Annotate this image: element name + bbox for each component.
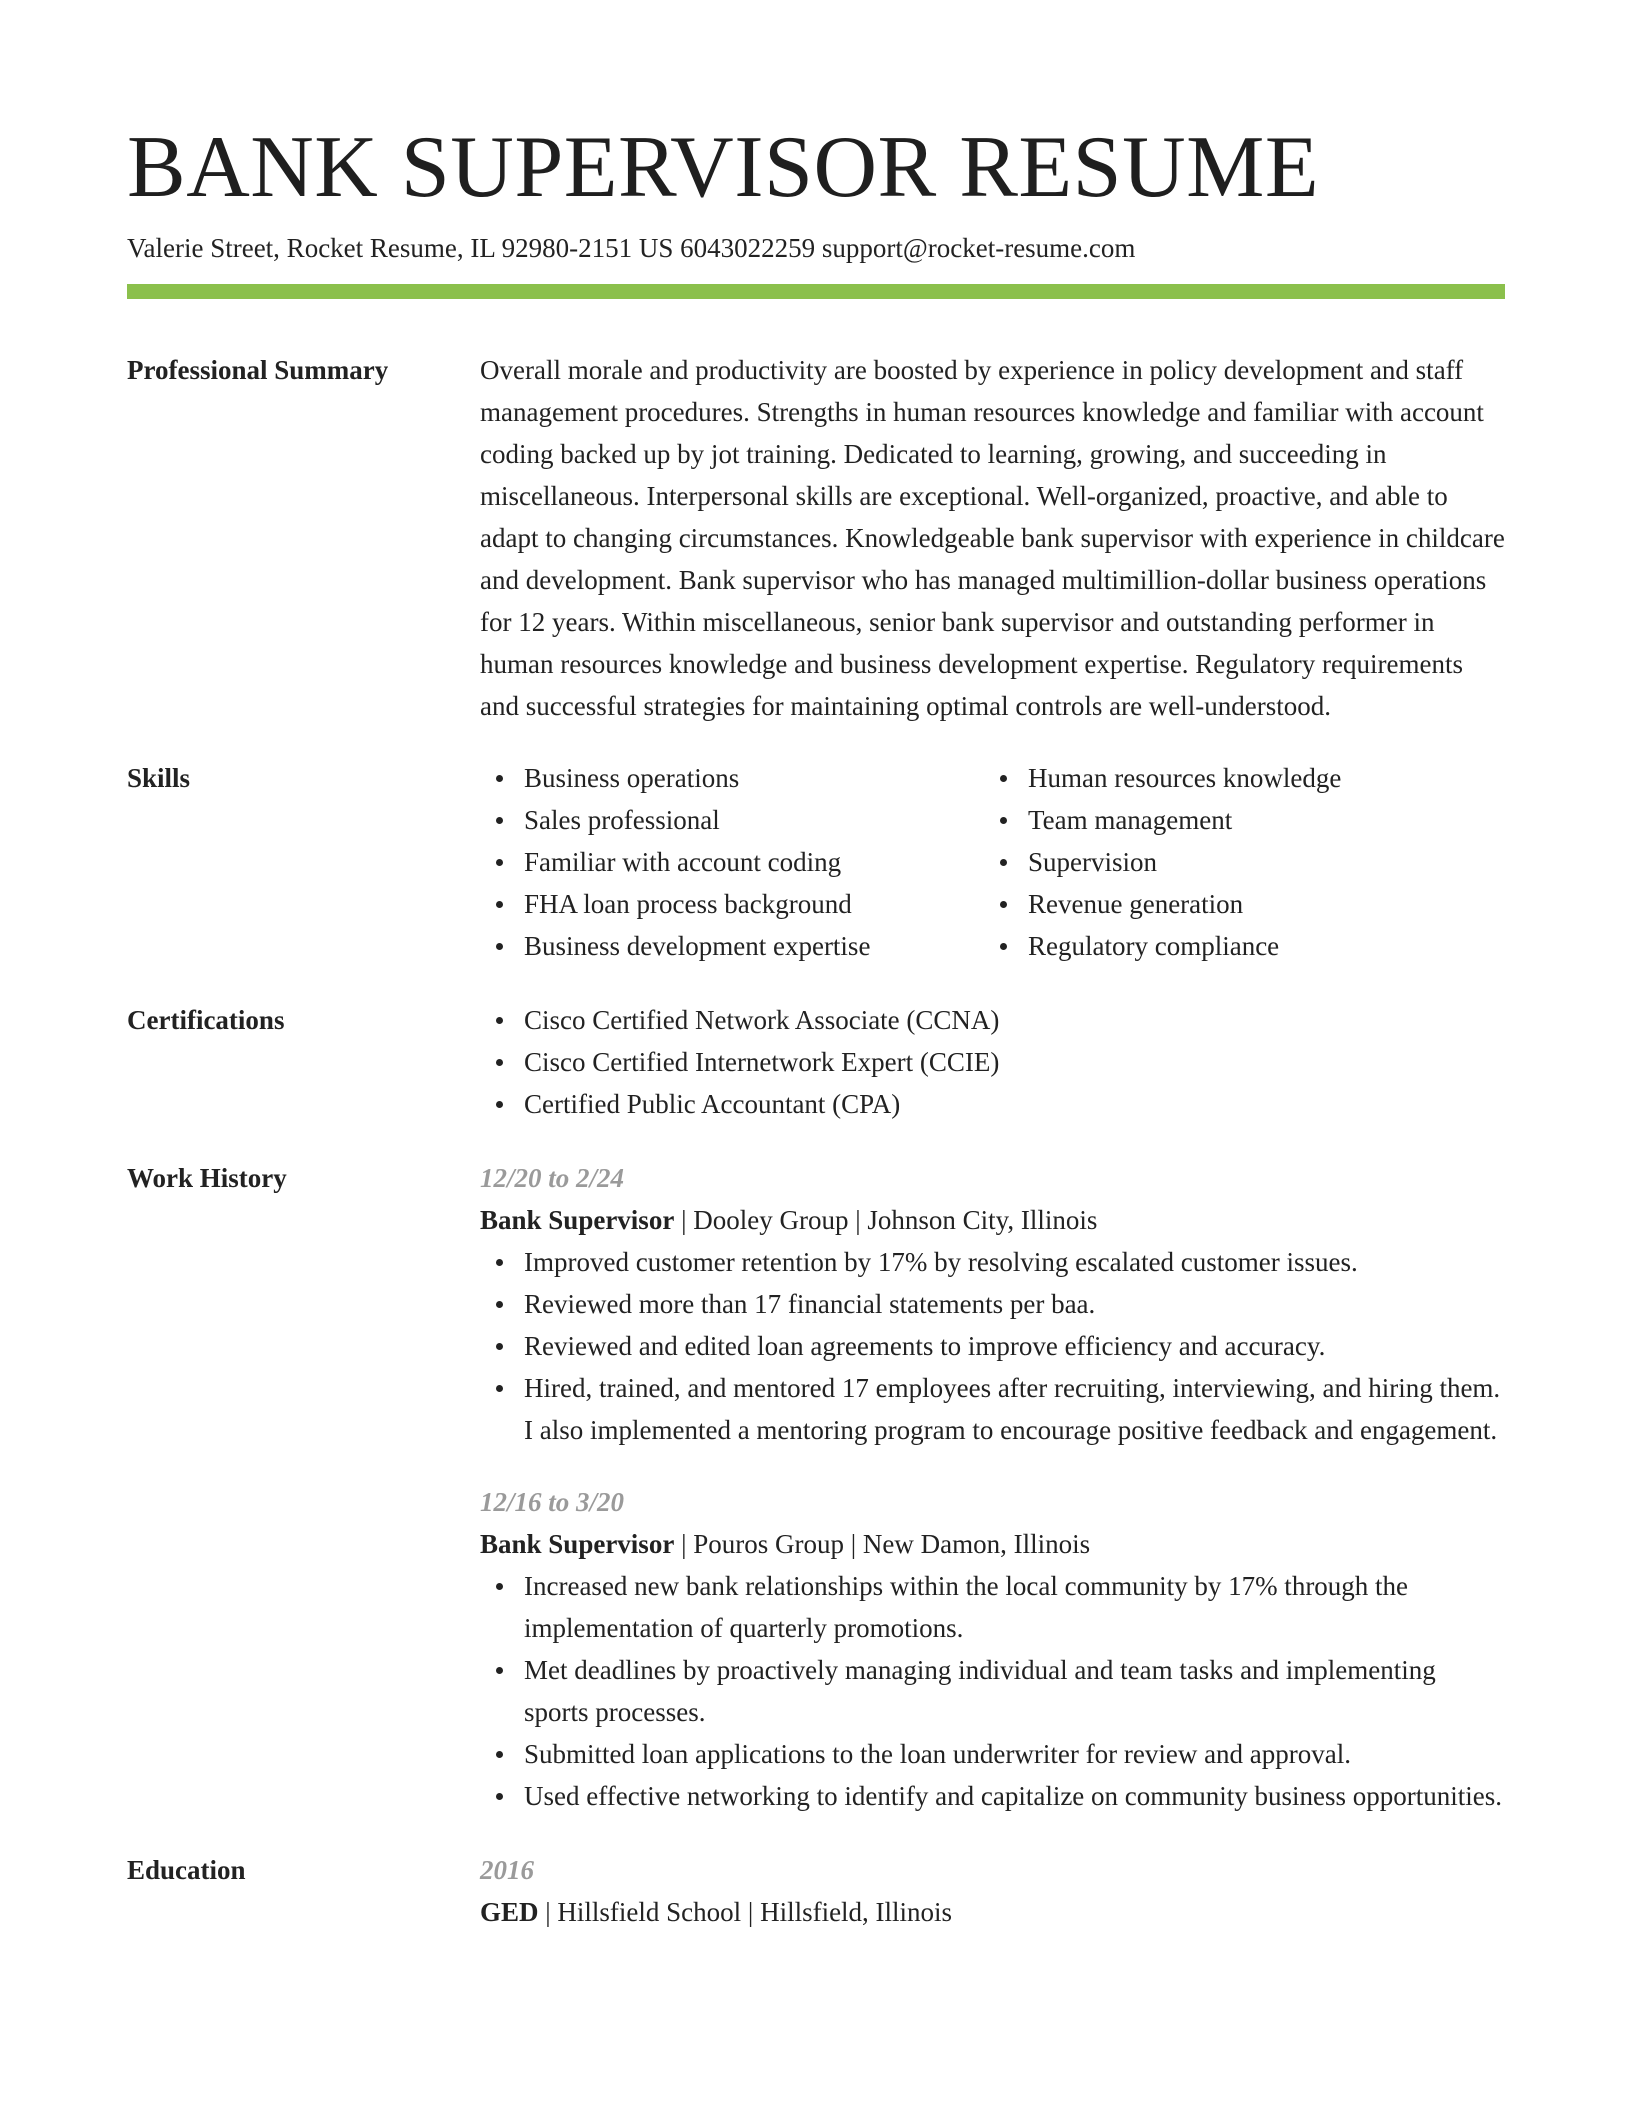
job-dates: 12/20 to 2/24: [480, 1163, 625, 1193]
skills-list-right: [984, 757, 1488, 967]
job-bullet: Hired, trained, and mentored 17 employees after recruiting, interviewing, and hiring them. I also implemented a mentoring program to encourage positive feedback and engagement.: [524, 1367, 1505, 1451]
skill-item: FHA loan process background: [524, 883, 984, 925]
skill-item: Team management: [1028, 799, 1488, 841]
job-dates: 12/16 to 3/20: [480, 1487, 625, 1517]
contact-line: Valerie Street, Rocket Resume, IL 92980-2151 US 6043022259 support@rocket-resume.com: [127, 233, 1136, 263]
work-history-label: Work History: [127, 1163, 287, 1193]
job-bullet: Used effective networking to identify and capitalize on community business opportunities.: [524, 1775, 1505, 1817]
certification-item: Certified Public Accountant (CPA): [524, 1083, 1505, 1125]
work-history-section: [127, 1157, 1505, 1817]
job-details: | Dooley Group | Johnson City, Illinois: [674, 1205, 1098, 1235]
job-details: | Pouros Group | New Damon, Illinois: [674, 1529, 1091, 1559]
skills-label: Skills: [127, 763, 191, 793]
job-bullet: Submitted loan applications to the loan underwriter for review and approval.: [524, 1733, 1505, 1775]
education-details: | Hillsfield School | Hillsfield, Illinois: [538, 1897, 953, 1927]
job-bullet: Met deadlines by proactively managing individual and team tasks and implementing sports processes.: [524, 1649, 1505, 1733]
certification-item: Cisco Certified Internetwork Expert (CCIE): [524, 1041, 1505, 1083]
skill-item: Familiar with account coding: [524, 841, 984, 883]
job-heading: [480, 1523, 1505, 1565]
job-bullet: Reviewed more than 17 financial statements per baa.: [524, 1283, 1505, 1325]
skills-list-left: [480, 757, 984, 967]
job-heading: [480, 1199, 1505, 1241]
education-dates: 2016: [480, 1855, 534, 1885]
job-bullets: [480, 1241, 1505, 1451]
skill-item: Business development expertise: [524, 925, 984, 967]
certifications-section: [127, 999, 1505, 1125]
skill-item: Supervision: [1028, 841, 1488, 883]
skill-item: Regulatory compliance: [1028, 925, 1488, 967]
skill-item: Sales professional: [524, 799, 984, 841]
job-title: Bank Supervisor: [480, 1205, 675, 1235]
education-label: Education: [127, 1855, 246, 1885]
summary-section: [127, 349, 1505, 727]
education-section: [127, 1849, 1505, 1933]
job-entry: [480, 1481, 1505, 1817]
job-bullet: Improved customer retention by 17% by resolving escalated customer issues.: [524, 1241, 1505, 1283]
certifications-label: Certifications: [127, 1005, 285, 1035]
job-bullet: Reviewed and edited loan agreements to improve efficiency and accuracy.: [524, 1325, 1505, 1367]
skill-item: Business operations: [524, 757, 984, 799]
resume-page: [127, 118, 1505, 1933]
job-bullet: Increased new bank relationships within the local community by 17% through the implementation of quarterly promotions.: [524, 1565, 1505, 1649]
education-heading: [480, 1891, 1505, 1933]
skill-item: Revenue generation: [1028, 883, 1488, 925]
resume-title: BANK SUPERVISOR RESUME: [127, 119, 1320, 216]
job-title: Bank Supervisor: [480, 1529, 675, 1559]
skills-section: [127, 757, 1505, 967]
job-bullets: [480, 1565, 1505, 1817]
accent-divider: [127, 284, 1505, 299]
skill-item: Human resources knowledge: [1028, 757, 1488, 799]
summary-label: Professional Summary: [127, 355, 389, 385]
job-entry: [480, 1157, 1505, 1451]
education-degree: GED: [480, 1897, 539, 1927]
certifications-list: [480, 999, 1505, 1125]
summary-text: Overall morale and productivity are boosted by experience in policy development and staff management procedures. Strengths in human resources knowledge and familiar with account coding backed up by jot training. Dedicated to learning, growing, and succeeding in miscellaneous. Interpersonal skills are exceptional. Well-organized, proactive, and able to adapt to changing circumstances. Knowledgeable bank supervisor with experience in childcare and development. Bank supervisor who has managed multimillion-dollar business operations for 12 years. Within miscellaneous, senior bank supervisor and outstanding performer in human resources knowledge and business development expertise. Regulatory requirements and successful strategies for maintaining optimal controls are well-understood.: [480, 355, 1505, 721]
certification-item: Cisco Certified Network Associate (CCNA): [524, 999, 1505, 1041]
